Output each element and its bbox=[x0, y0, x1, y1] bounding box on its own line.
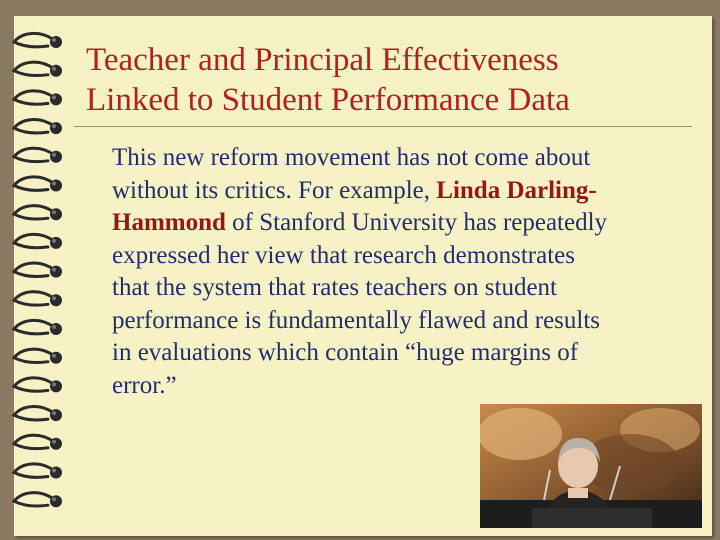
spiral-ring-icon bbox=[14, 234, 62, 249]
spiral-ring-icon bbox=[14, 120, 62, 135]
spiral-ring-icon bbox=[14, 33, 62, 48]
spiral-ring-icon bbox=[14, 435, 62, 450]
spiral-ring-icon bbox=[14, 493, 62, 508]
spiral-ring-icon bbox=[14, 464, 62, 479]
body-highlight-name: Linda Darling-Hammond bbox=[112, 176, 597, 236]
spiral-ring-icon bbox=[14, 177, 62, 192]
speaker-photo bbox=[480, 404, 702, 528]
spiral-ring-icon bbox=[14, 91, 62, 106]
spiral-ring-icon bbox=[14, 378, 62, 393]
title-line-2: Linked to Student Performance Data bbox=[86, 82, 570, 118]
body-text-part-1: This new reform movement has not come about without its critics. For example, bbox=[112, 144, 591, 204]
notebook-rings-icon bbox=[0, 0, 90, 540]
title-line-1: Teacher and Principal Effectiveness bbox=[86, 42, 559, 78]
body-text-part-2: of Stanford University has repeatedly expressed her view that research demonstrates that the system that rates teachers on student performance is fundamentally flawed and results in evaluations which contain “huge margins of error.” bbox=[112, 209, 608, 399]
spiral-ring-icon bbox=[14, 320, 62, 335]
spiral-ring-icon bbox=[14, 263, 62, 278]
spiral-ring-icon bbox=[14, 407, 62, 422]
spiral-ring-icon bbox=[14, 292, 62, 307]
slide-title bbox=[86, 40, 706, 120]
spiral-ring-icon bbox=[14, 206, 62, 221]
title-divider bbox=[74, 126, 692, 127]
slide-body bbox=[112, 142, 612, 402]
spiral-ring-icon bbox=[14, 62, 62, 77]
spiral-ring-icon bbox=[14, 349, 62, 364]
spiral-ring-icon bbox=[14, 148, 62, 163]
